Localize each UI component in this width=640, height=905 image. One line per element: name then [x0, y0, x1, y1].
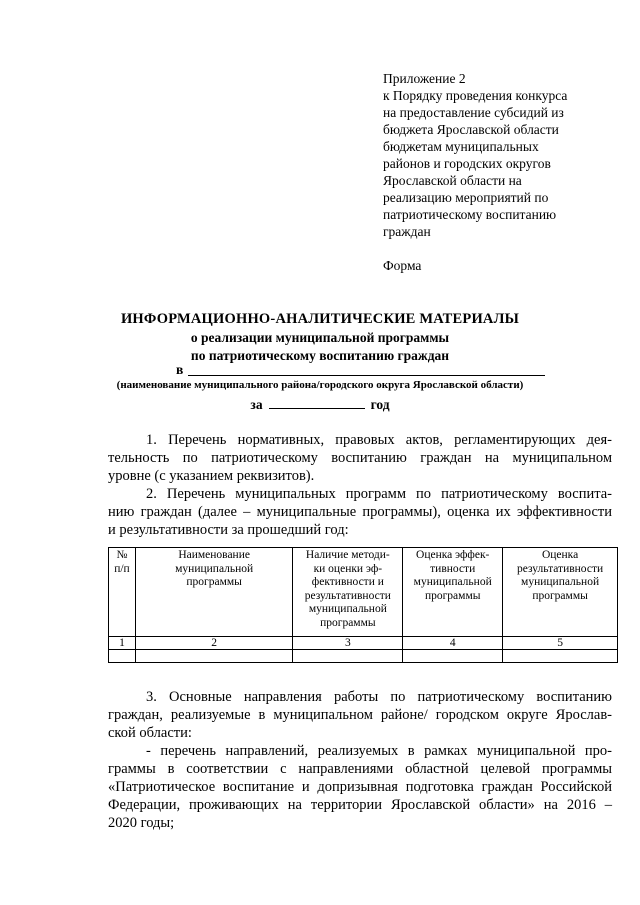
form-label: Форма	[383, 258, 422, 273]
year-blank	[269, 396, 365, 409]
empty-cell	[503, 650, 618, 663]
section-1	[108, 431, 612, 485]
number-cell: 3	[293, 637, 403, 650]
appendix-line: бюджетам муниципальных	[383, 139, 539, 154]
number-cell: 1	[109, 637, 136, 650]
appendix-line: реализацию мероприятий по	[383, 190, 549, 205]
in-label: в	[176, 362, 184, 377]
section-3-line: граммы в соответствии с направлениями областной целевой программы	[108, 761, 612, 777]
title-line-sub1: о реализации муниципальной программы	[190, 330, 450, 345]
title-line-main: ИНФОРМАЦИОННО-АНАЛИТИЧЕСКИЕ МАТЕРИАЛЫ	[120, 311, 520, 327]
title-line-sub2: по патриотическому воспитанию граждан	[190, 348, 450, 363]
number-cell: 4	[403, 637, 503, 650]
table-header-row	[109, 548, 618, 637]
appendix-line: бюджета Ярославской области	[383, 122, 559, 137]
year-suffix: год	[370, 397, 390, 412]
district-blank-line	[188, 375, 545, 376]
section-3-line: «Патриотическое воспитание и допризывная подготовка граждан Российской	[108, 779, 612, 795]
section-1-line: тельность по патриотическому воспитанию граждан на муниципальном	[108, 450, 612, 466]
number-cell: 2	[135, 637, 292, 650]
appendix-block	[383, 70, 623, 240]
section-3-line: 2020 годы;	[108, 815, 175, 831]
header-cell-methodology: Наличие методи- ки оценки эф- фективности и результативности муниципальной программы	[293, 548, 403, 637]
section-2-line: нию граждан (далее – муниципальные программы), оценка их эффективности	[108, 504, 612, 520]
section-3	[108, 688, 612, 832]
appendix-line: к Порядку проведения конкурса	[383, 88, 568, 103]
section-3-line: 3. Основные направления работы по патриотическому воспитанию	[146, 689, 612, 705]
section-1-line: уровне (с указанием реквизитов).	[108, 468, 315, 484]
section-3-line: - перечень направлений, реализуемых в рамках муниципальной про-	[146, 743, 612, 759]
table-number-row	[109, 637, 618, 650]
section-2-line: 2. Перечень муниципальных программ по патриотическому воспита-	[146, 486, 612, 502]
empty-cell	[403, 650, 503, 663]
section-3-line: граждан, реализуемые в муниципальном районе/ городском округе Ярослав-	[108, 707, 612, 723]
header-cell-number: № п/п	[109, 548, 136, 637]
section-1-line: 1. Перечень нормативных, правовых актов, регламентирующих дея-	[146, 432, 612, 448]
section-2	[108, 485, 612, 539]
table-empty-row	[109, 650, 618, 663]
section-3-line: ской области:	[108, 725, 192, 741]
empty-cell	[293, 650, 403, 663]
appendix-line: Приложение 2	[383, 71, 466, 86]
header-cell-efficiency: Оценка эффек- тивности муниципальной программы	[403, 548, 503, 637]
number-cell: 5	[503, 637, 618, 650]
year-line	[0, 396, 640, 413]
appendix-line: районов и городских округов	[383, 156, 551, 171]
appendix-line: граждан	[383, 224, 431, 239]
year-prefix: за	[250, 397, 263, 412]
header-cell-effectiveness: Оценка результативности муниципальной программы	[503, 548, 618, 637]
section-2-line: и результативности за прошедший год:	[108, 522, 349, 538]
section-3-line: Федерации, проживающих на территории Ярославской области» на 2016 –	[108, 797, 612, 813]
appendix-line: патриотическому воспитанию	[383, 207, 557, 222]
header-cell-name: Наименование муниципальной программы	[135, 548, 292, 637]
empty-cell	[109, 650, 136, 663]
appendix-line: Ярославской области на	[383, 173, 522, 188]
document-title	[0, 310, 640, 365]
district-caption: (наименование муниципального района/городского округа Ярославской области)	[116, 379, 524, 391]
appendix-line: на предоставление субсидий из	[383, 105, 564, 120]
empty-cell	[135, 650, 292, 663]
programs-table	[108, 547, 618, 663]
